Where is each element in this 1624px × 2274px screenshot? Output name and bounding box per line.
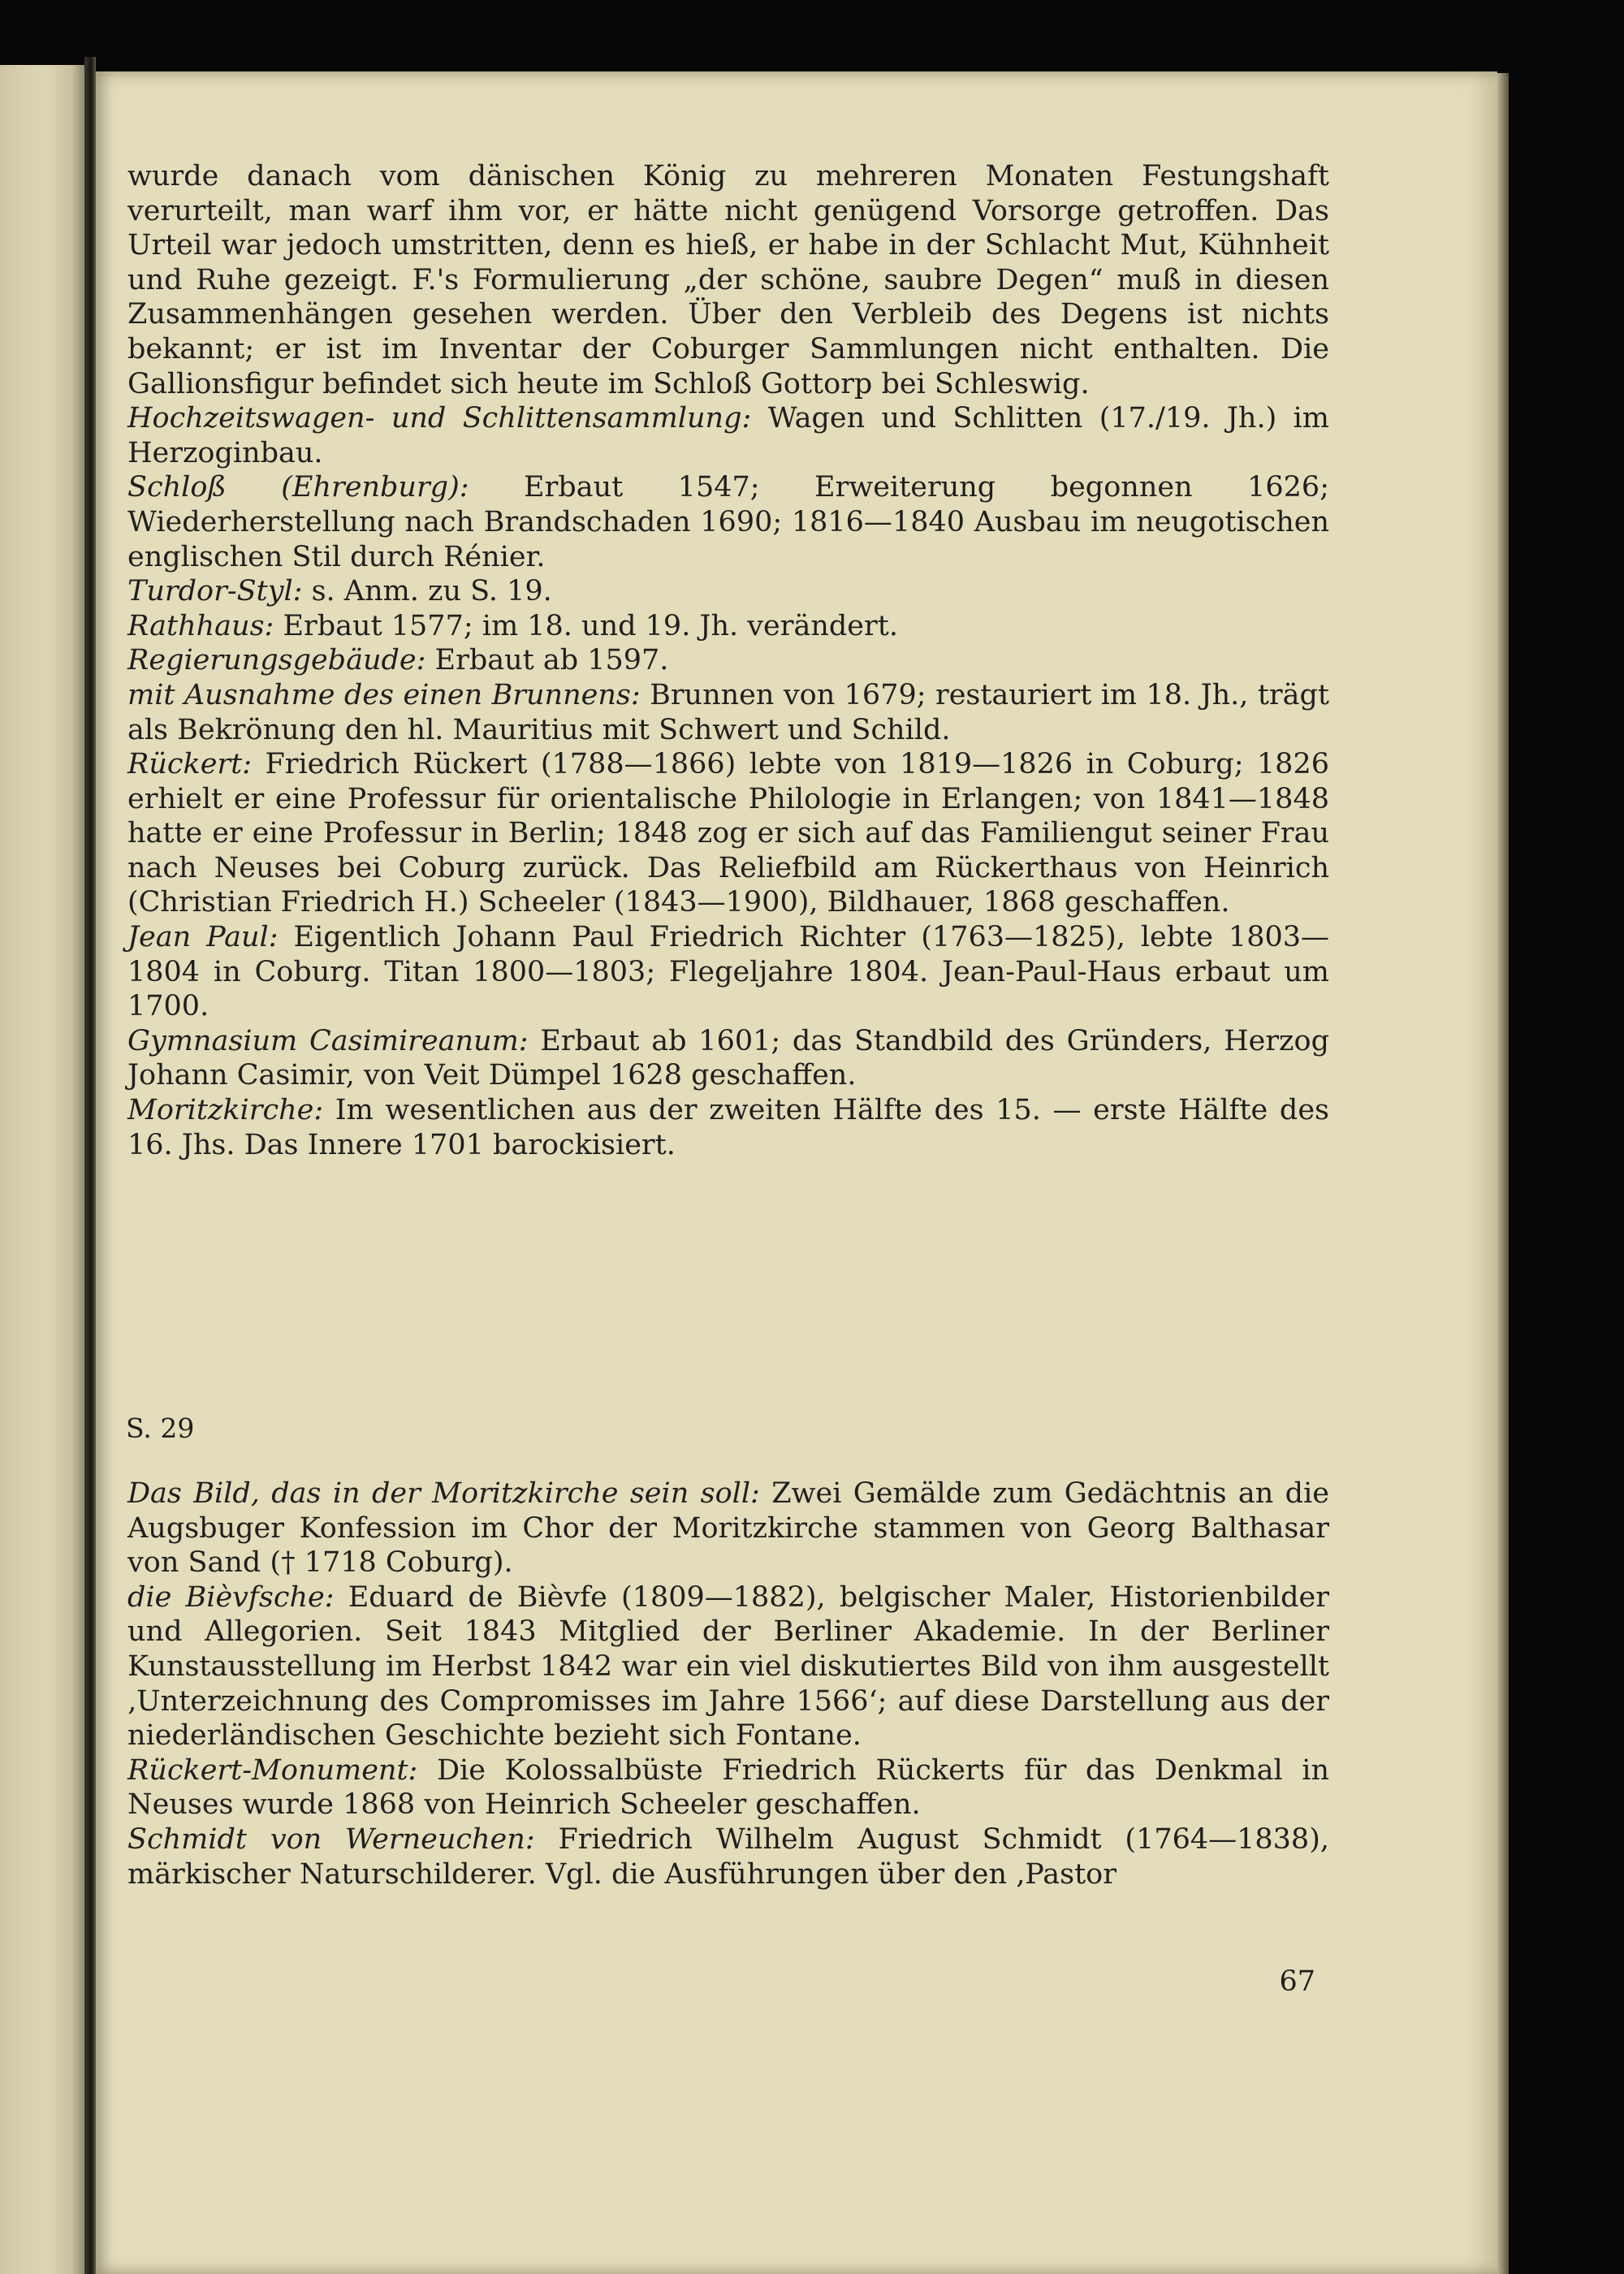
annotation-text: Im wesentlichen aus der zweiten Hälfte des 15. — erste Hälfte des 16. Jhs. Das Innere 1701 barockisiert. — [127, 1094, 1329, 1161]
annotation-text: s. Anm. zu S. 19. — [311, 575, 552, 608]
annotation-text: Friedrich Rückert (1788—1866) lebte von 1819—1826 in Coburg; 1826 erhielt er eine Professur für orientalische Philologie in Erlangen; von 1841—1848 hatte er eine Professur in Berlin; 1848 zog er sich auf das Familiengut seiner Frau nach Neuses bei Coburg zurück. Das Reliefbild am Rückerthaus von Heinrich (Christian Friedrich H.) Scheeler (1843—1900), Bildhauer, 1868 geschaffen. — [127, 748, 1329, 919]
annotation-block-2 — [127, 1476, 1329, 1891]
left-page-edge — [0, 65, 84, 2274]
annotation-text: Wagen und Schlitten (17./19. Jh.) im Herzoginbau. — [127, 402, 1329, 469]
lemma: mit Ausnahme des einen Brunnens: — [127, 678, 641, 711]
annotation-paragraph — [127, 574, 1329, 609]
section-label: S. 29 — [126, 1412, 195, 1444]
lemma: Rathhaus: — [127, 609, 274, 642]
annotation-text: Brunnen von 1679; restauriert im 18. Jh., trägt als Bekrönung den hl. Mauritius mit Schwert und Schild. — [127, 678, 1329, 746]
annotation-text: Erbaut 1547; Erweiterung begonnen 1626; Wiederherstellung nach Brandschaden 1690; 1816—1840 Ausbau im neugotischen englischen Stil durch Rénier. — [127, 471, 1329, 573]
lemma: Jean Paul: — [127, 921, 279, 954]
annotation-paragraph — [127, 1753, 1329, 1822]
annotation-paragraph — [127, 159, 1329, 401]
annotation-paragraph — [127, 678, 1329, 747]
annotation-block-1 — [127, 159, 1329, 1162]
lemma: Moritzkirche: — [127, 1094, 324, 1127]
annotation-text: Die Kolossalbüste Friedrich Rückerts für das Denkmal in Neuses wurde 1868 von Heinrich Scheeler geschaffen. — [127, 1753, 1329, 1822]
lemma: Schmidt von Werneuchen: — [127, 1822, 535, 1856]
annotation-paragraph — [127, 609, 1329, 644]
book-gutter — [84, 57, 96, 2274]
annotation-text: Erbaut 1577; im 18. und 19. Jh. verändert. — [283, 609, 898, 642]
annotation-paragraph — [127, 643, 1329, 678]
annotation-text: Friedrich Wilhelm August Schmidt (1764—1838), märkischer Naturschilderer. Vgl. die Ausführungen über den ‚Pastor — [127, 1822, 1329, 1891]
annotation-text: Eigentlich Johann Paul Friedrich Richter (1763—1825), lebte 1803—1804 in Coburg. Titan 1800—1803; Flegeljahre 1804. Jean-Paul-Haus erbaut um 1700. — [127, 921, 1329, 1023]
lemma: Rückert: — [127, 748, 253, 781]
annotation-paragraph — [127, 470, 1329, 574]
annotation-paragraph — [127, 1476, 1329, 1580]
annotation-paragraph — [127, 920, 1329, 1024]
annotation-paragraph — [127, 1822, 1329, 1891]
lemma: Gymnasium Casimireanum: — [127, 1024, 529, 1057]
lemma: Hochzeitswagen- und Schlittensammlung: — [127, 402, 752, 435]
lemma: Schloß (Ehrenburg): — [127, 471, 469, 504]
lemma: die Bièvfsche: — [127, 1580, 335, 1614]
annotation-paragraph — [127, 401, 1329, 470]
page-number: 67 — [1279, 1965, 1315, 1998]
annotation-text: Eduard de Bièvfe (1809—1882), belgischer Maler, Historienbilder und Allegorien. Seit 1843 Mitglied der Berliner Akademie. In der Berliner Kunstausstellung im Herbst 1842 war ein viel diskutiertes Bild von ihm ausgestellt ‚Unterzeichnung des Compromisses im Jahre 1566‘; auf diese Darstellung aus der niederländischen Geschichte bezieht sich Fontane. — [127, 1580, 1329, 1753]
annotation-paragraph — [127, 747, 1329, 920]
annotation-text: Erbaut ab 1597. — [434, 644, 669, 677]
annotation-text: Erbaut ab 1601; das Standbild des Gründers, Herzog Johann Casimir, von Veit Dümpel 1628 geschaffen. — [127, 1024, 1329, 1092]
annotation-paragraph — [127, 1580, 1329, 1753]
lemma: Rückert-Monument: — [127, 1753, 418, 1787]
right-page-edge — [1497, 73, 1509, 2274]
lemma: Regierungsgebäude: — [127, 644, 426, 677]
lemma: Turdor-Styl: — [127, 575, 303, 608]
lemma: Das Bild, das in der Moritzkirche sein soll: — [127, 1477, 760, 1510]
annotation-text: wurde danach vom dänischen König zu mehreren Monaten Festungshaft verurteilt, man warf ihm vor, er hätte nicht genügend Vorsorge getroffen. Das Urteil war jedoch umstritten, denn es hieß, er habe in der Schlacht Mut, Kühnheit und Ruhe gezeigt. F.'s Formulierung „der schöne, saubre Degen“ muß in diesen Zusammenhängen gesehen werden. Über den Verbleib des Degens ist nichts bekannt; er ist im Inventar der Coburger Sammlungen nicht enthalten. Die Gallionsfigur befindet sich heute im Schloß Gottorp bei Schleswig. — [127, 160, 1329, 400]
annotation-text: Zwei Gemälde zum Gedächtnis an die Augsbuger Konfession im Chor der Moritzkirche stammen von Georg Balthasar von Sand († 1718 Coburg). — [127, 1477, 1329, 1580]
annotation-paragraph — [127, 1024, 1329, 1093]
annotation-paragraph — [127, 1093, 1329, 1162]
